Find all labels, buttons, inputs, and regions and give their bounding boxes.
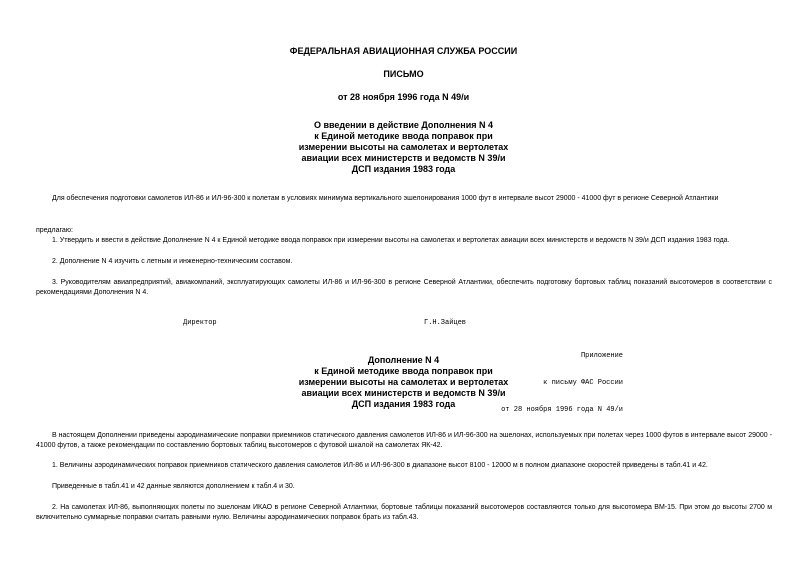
item-paragraph: 2. Дополнение N 4 изучить с летным и инженерно-техническим составом. [52, 258, 293, 265]
doc-type-heading: ПИСЬМО [383, 69, 424, 79]
attachment-line: к письму ФАС России [543, 379, 623, 387]
title-line: ДСП издания 1983 года [351, 164, 456, 174]
attachment-line: Приложение [580, 352, 623, 360]
supplement-paragraph: Приведенные в табл.41 и 42 данные являются дополнением к табл.4 и 30. [52, 483, 295, 490]
document-title [0, 120, 807, 175]
proposes-label: предлагаю: [36, 227, 73, 234]
title-line: измерении высоты на самолетах и вертолетах [298, 142, 509, 152]
supplement-title [0, 355, 807, 410]
title-line: к Единой методике ввода поправок при [314, 131, 493, 141]
item-paragraph: 1. Утвердить и ввести в действие Дополнение N 4 к Единой методике ввода поправок при измерении высоты на самолетах и вертолетах авиации всех министерств и ведомств N 39/и ДСП издания 1983 года. [52, 237, 730, 244]
supplement-title-line: к Единой методике ввода поправок при [314, 366, 493, 376]
signature-role: Директор [183, 319, 217, 327]
intro-paragraph: Для обеспечения подготовки самолетов ИЛ-86 и ИЛ-96-300 к полетам в условиях минимума вертикального эшелонирования 1000 фут в интервале высот 29000 - 41000 фут в регионе Северной Атлантики [52, 195, 719, 202]
doc-date-heading: от 28 ноября 1996 года N 49/и [337, 92, 470, 102]
supplement-paragraph: 2. На самолетах ИЛ-86, выполняющих полеты по эшелонам ИКАО в регионе Северной Атлантики, бортовые таблицы показаний высотомеров составляются только для высотомера ВМ-15. При этом до высоты 2700 м включительно суммарные поправки считать равными нулю. Величины аэродинамических поправок брать из табл.43. [36, 504, 772, 521]
signature-name: Г.Н.Зайцев [424, 319, 467, 327]
title-line: О введении в действие Дополнения N 4 [313, 120, 494, 130]
title-line: авиации всех министерств и ведомств N 39/и [301, 153, 506, 163]
supplement-title-line: ДСП издания 1983 года [351, 399, 456, 409]
supplement-title-line: Дополнение N 4 [367, 355, 440, 365]
item-paragraph: 3. Руководителям авиапредприятий, авиакомпаний, эксплуатирующих самолеты ИЛ-86 и ИЛ-96-300 в регионе Северной Атлантики, обеспечить подготовку бортовых таблиц показаний высотомеров в соответствии с рекомендациями Дополнения N 4. [36, 279, 772, 296]
supplement-paragraph: В настоящем Дополнении приведены аэродинамические поправки приемников статического давления самолетов ИЛ-86 и ИЛ-96-300 на эшелонах, используемых при полетах через 1000 футов в интервале высот 29000 - 41000 футов, а также рекомендации по составлению бортовых таблиц высотомеров с футовой шкалой на самолетах ЯК-42. [36, 432, 772, 449]
supplement-paragraph: 1. Величины аэродинамических поправок приемников статического давления самолетов ИЛ-86 и ИЛ-96-300 в диапазоне высот 8100 - 12000 м в полном диапазоне скоростей приведены в табл.41 и 42. [52, 462, 708, 469]
supplement-title-line: авиации всех министерств и ведомств N 39/и [301, 388, 506, 398]
supplement-title-line: измерении высоты на самолетах и вертолетах [298, 377, 509, 387]
attachment-line: от 28 ноября 1996 года N 49/и [501, 406, 623, 414]
agency-heading: ФЕДЕРАЛЬНАЯ АВИАЦИОННАЯ СЛУЖБА РОССИИ [289, 46, 518, 56]
